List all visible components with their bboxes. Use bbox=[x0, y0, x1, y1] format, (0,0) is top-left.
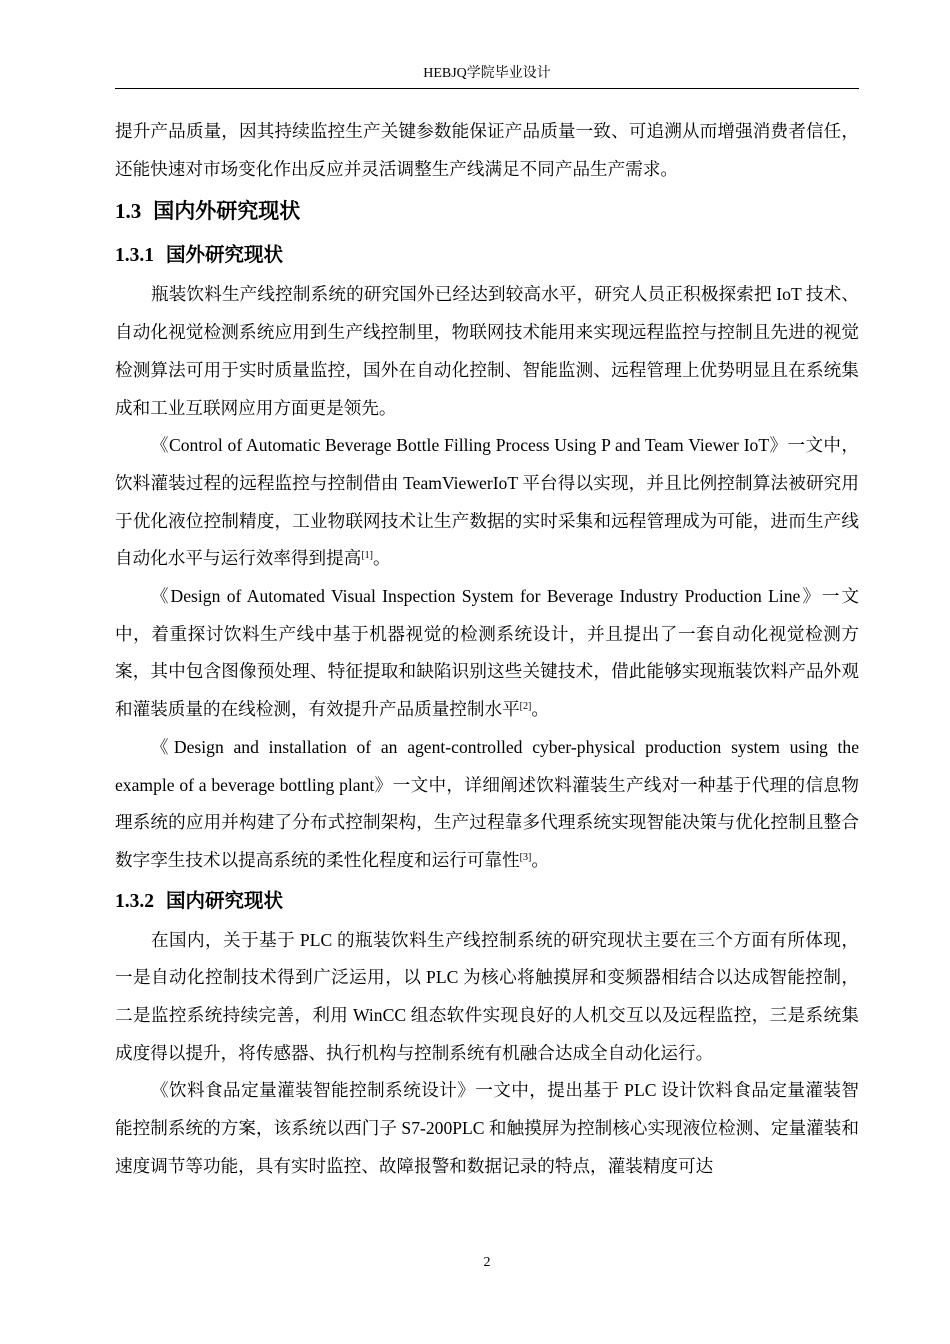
paragraph-end: 。 bbox=[531, 699, 549, 720]
paragraph-end: 。 bbox=[531, 849, 549, 870]
subsection-title: 国外研究现状 bbox=[166, 245, 284, 267]
paragraph-reference-3 bbox=[115, 729, 859, 880]
header-rule bbox=[115, 88, 859, 89]
subsection-number: 1.3.1 bbox=[115, 245, 154, 267]
paragraph-reference-1 bbox=[115, 427, 859, 578]
subsection-heading-1-3-2 bbox=[115, 880, 859, 922]
section-number: 1.3 bbox=[115, 199, 142, 224]
subsection-title: 国内研究现状 bbox=[166, 890, 284, 912]
paragraph-domestic-overview: 在国内，关于基于 PLC 的瓶装饮料生产线控制系统的研究现状主要在三个方面有所体现，一是自动化控制技术得到广泛运用，以 PLC 为核心将触摸屏和变频器相结合以达成智能控制，二是监控系统持续完善，利用 WinCC 组态软件实现良好的人机交互以及远程监控，三是系统集成度得以提升，将传感器、执行机构与控制系统有机融合达成全自动化运行。 bbox=[115, 929, 859, 1063]
paragraph-text: 《Control of Automatic Beverage Bottle Filling Process Using P and Team Viewer IoT》一文中，饮料灌装过程的远程监控与控制借由 TeamViewerIoT 平台得以实现，并且比例控制算法被研究用于优化液位控制精度，工业物联网技术让生产数据的实时采集和远程管理成为可能，进而生产线自动化水平与运行效率得到提高 bbox=[115, 435, 859, 569]
section-heading-1-3 bbox=[115, 188, 859, 234]
paragraph-domestic-reference: 《饮料食品定量灌装智能控制系统设计》一文中，提出基于 PLC 设计饮料食品定量灌装智能控制系统的方案，该系统以西门子 S7-200PLC 和触摸屏为控制核心实现液位检测、定量灌装和速度调节等功能，具有实时监控、故障报警和数据记录的特点，灌装精度可达 bbox=[115, 1080, 859, 1176]
subsection-number: 1.3.2 bbox=[115, 890, 154, 912]
subsection-heading-1-3-1 bbox=[115, 234, 859, 276]
section-title: 国内外研究现状 bbox=[153, 199, 301, 224]
page-number: 2 bbox=[483, 1255, 491, 1270]
citation-ref: [2] bbox=[519, 701, 532, 713]
page-header: HEBJQ学院毕业设计 bbox=[423, 66, 551, 81]
page-content bbox=[115, 113, 859, 1186]
paragraph-foreign-overview: 瓶装饮料生产线控制系统的研究国外已经达到较高水平，研究人员正积极探索把 IoT 技术、自动化视觉检测系统应用到生产线控制里，物联网技术能用来实现远程监控与控制且先进的视觉检测算法可用于实时质量监控，国外在自动化控制、智能监测、远程管理上优势明显且在系统集成和工业互联网应用方面更是领先。 bbox=[115, 284, 859, 418]
paragraph-continued: 提升产品质量，因其持续监控生产关键参数能保证产品质量一致、可追溯从而增强消费者信任，还能快速对市场变化作出反应并灵活调整生产线满足不同产品生产需求。 bbox=[115, 121, 859, 179]
citation-ref: [3] bbox=[519, 851, 532, 863]
citation-ref: [1] bbox=[361, 550, 373, 562]
paragraph-text: 《Design of Automated Visual Inspection System for Beverage Industry Production Line》一文中，着重探讨饮料生产线中基于机器视觉的检测系统设计，并且提出了一套自动化视觉检测方案，其中包含图像预处理、特征提取和缺陷识别这些关键技术，借此能够实现瓶装饮料产品外观和灌装质量的在线检测，有效提升产品质量控制水平 bbox=[115, 586, 859, 720]
paragraph-text: 《Design and installation of an agent-controlled cyber-physical production system using the example of a beverage bottling plant》一文中，详细阐述饮料灌装生产线对一种基于代理的信息物理系统的应用并构建了分布式控制架构，生产过程靠多代理系统实现智能决策与优化控制且整合数字孪生技术以提高系统的柔性化程度和运行可靠性 bbox=[115, 736, 859, 870]
paragraph-reference-2 bbox=[115, 578, 859, 729]
paragraph-end: 。 bbox=[373, 548, 391, 569]
